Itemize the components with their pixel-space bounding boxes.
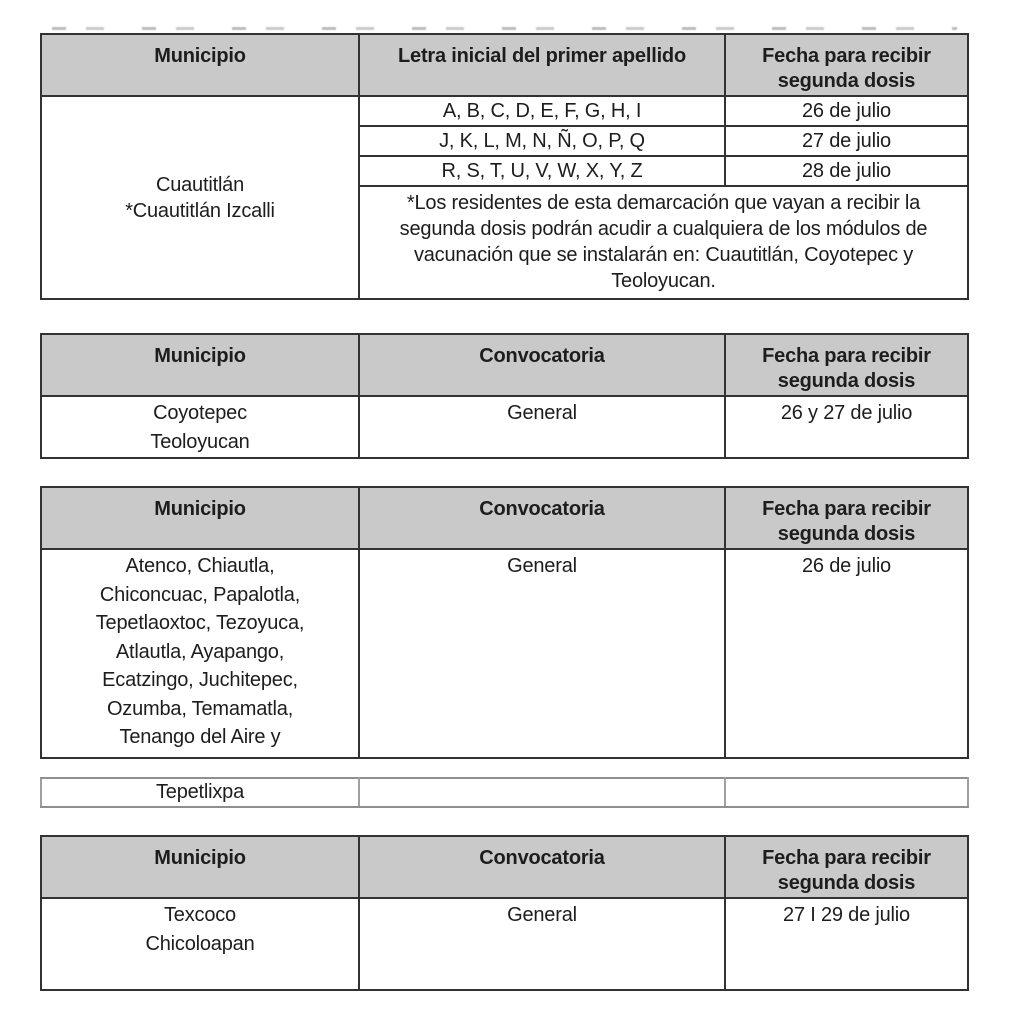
cell-municipio-cuautitlan [41, 96, 359, 299]
municipality-line: Ozumba, Temamatla, [106, 697, 294, 720]
header-municipio: Municipio [41, 487, 359, 549]
table-header-row [41, 34, 968, 96]
cell-convocatoria-empty [359, 778, 725, 807]
header-fecha-segunda-dosis: Fecha para recibir segunda dosis [725, 334, 968, 396]
cell-municipios [41, 898, 359, 990]
table-coyotepec-teoloyucan [40, 333, 969, 459]
municipality-line: Atenco, Chiautla, [125, 555, 275, 577]
municipality-line: Cuautitlán [155, 173, 245, 196]
table-cuautitlan-schedule [40, 33, 969, 300]
cell-date-28-julio: 28 de julio [725, 156, 968, 186]
municipality-line: Tepetlaoxtoc, Tezoyuca, [95, 612, 305, 634]
cell-municipio-tepetlixpa: Tepetlixpa [41, 778, 359, 807]
municipality-line: Tenango del Aire y [119, 726, 281, 748]
municipality-line: Chicoloapan [145, 932, 255, 955]
header-convocatoria: Convocatoria [359, 487, 725, 549]
cell-municipios [41, 549, 359, 758]
cell-letters-r-z: R, S, T, U, V, W, X, Y, Z [359, 156, 725, 186]
municipality-line: Texcoco [164, 904, 236, 926]
cell-convocatoria: General [359, 396, 725, 458]
table-row [41, 396, 968, 458]
table-row [41, 96, 968, 126]
header-convocatoria: Convocatoria [359, 836, 725, 898]
table-row [41, 778, 968, 807]
table-continuation-strip [40, 777, 969, 808]
table-header-row [41, 334, 968, 396]
cell-date: 27 I 29 de julio [725, 898, 968, 990]
cell-letters-j-q: J, K, L, M, N, Ñ, O, P, Q [359, 126, 725, 156]
cell-note-residents: *Los residentes de esta demarcación que vayan a recibir la segunda dosis podrán acudir a cualquiera de los módulos de vacunación que se instalarán en: Cuautitlán, Coyotepec y Teoloyucan. [359, 186, 968, 299]
table-header-row [41, 836, 968, 898]
header-fecha-segunda-dosis: Fecha para recibir segunda dosis [725, 836, 968, 898]
municipality-line: Atlautla, Ayapango, [115, 640, 285, 663]
municipality-line: Ecatzingo, Juchitepec, [102, 669, 298, 691]
table-atenco-group [40, 486, 969, 759]
table-texcoco-chicoloapan [40, 835, 969, 991]
cell-date-26-julio: 26 de julio [725, 96, 968, 126]
cell-date-27-julio: 27 de julio [725, 126, 968, 156]
cell-date: 26 y 27 de julio [725, 396, 968, 458]
header-municipio: Municipio [41, 836, 359, 898]
municipality-line: Chiconcuac, Papalotla, [99, 583, 301, 606]
cell-date: 26 de julio [725, 549, 968, 758]
header-fecha-segunda-dosis: Fecha para recibir segunda dosis [725, 487, 968, 549]
municipality-line: Coyotepec [153, 402, 247, 424]
header-municipio: Municipio [41, 34, 359, 96]
cell-date-empty [725, 778, 968, 807]
header-municipio: Municipio [41, 334, 359, 396]
table-header-row [41, 487, 968, 549]
cell-convocatoria: General [359, 549, 725, 758]
cell-convocatoria: General [359, 898, 725, 990]
cell-municipios [41, 396, 359, 458]
table-row [41, 898, 968, 990]
scan-artifact-line [52, 27, 957, 30]
municipality-line: *Cuautitlán Izcalli [125, 199, 275, 222]
header-letra-inicial: Letra inicial del primer apellido [359, 34, 725, 96]
header-fecha-segunda-dosis: Fecha para recibir segunda dosis [725, 34, 968, 96]
header-convocatoria: Convocatoria [359, 334, 725, 396]
municipality-line: Teoloyucan [150, 430, 250, 453]
table-row [41, 549, 968, 758]
cell-letters-a-i: A, B, C, D, E, F, G, H, I [359, 96, 725, 126]
